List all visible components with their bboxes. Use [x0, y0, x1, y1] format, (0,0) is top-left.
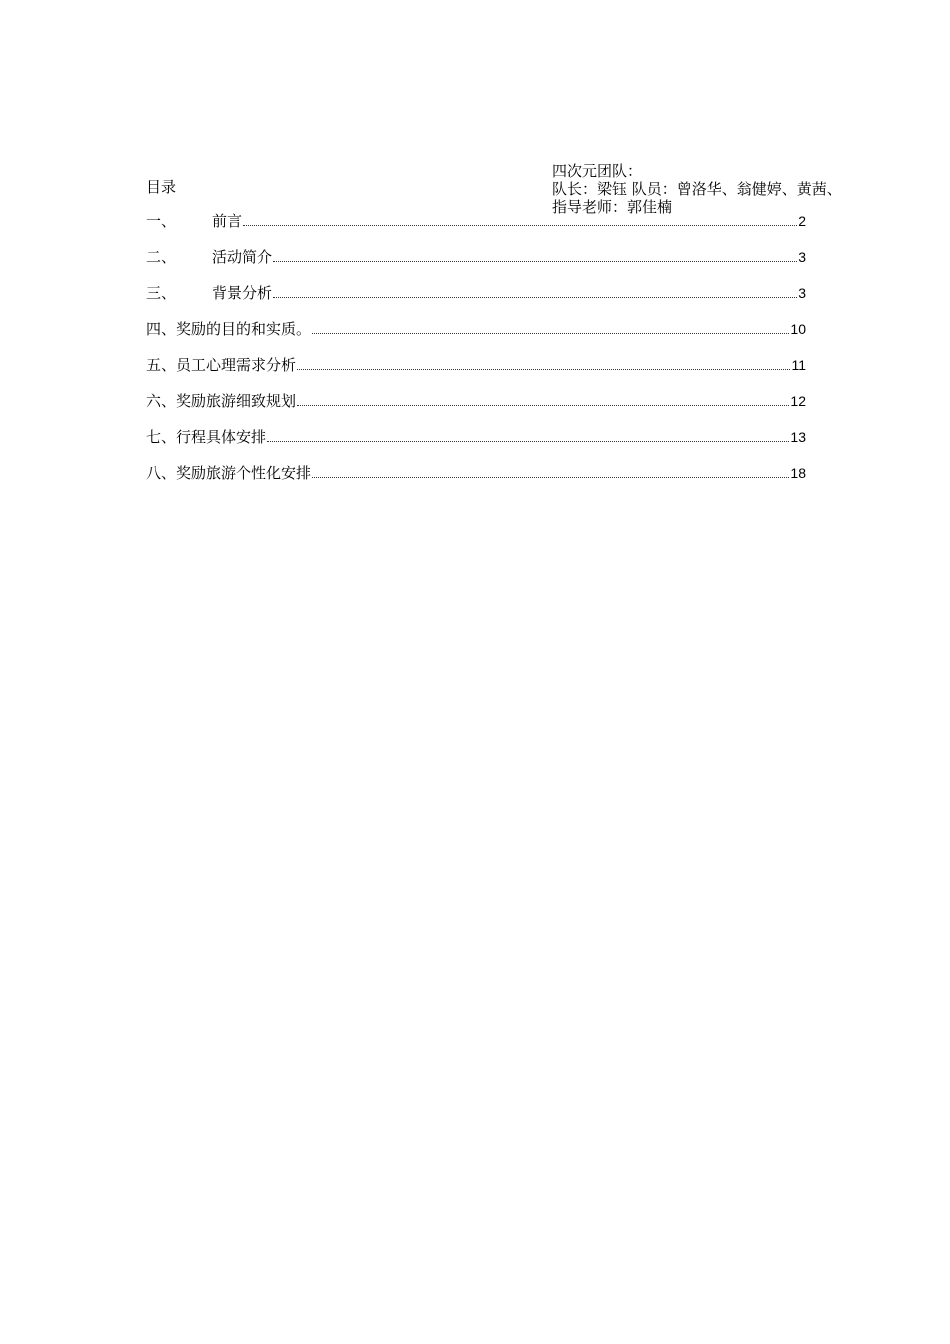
toc-entry-number: 二、	[146, 248, 177, 266]
toc-entry-text: 背景分析	[212, 284, 273, 302]
toc-entry-page: 3	[798, 285, 806, 301]
toc-leader-dots	[243, 225, 797, 226]
toc-entry-page: 13	[790, 429, 806, 445]
toc-leader-dots	[312, 333, 789, 334]
team-name: 四次元团队：	[552, 162, 643, 180]
toc-leader-dots	[267, 441, 789, 442]
toc-entry-number: 六、	[146, 392, 177, 410]
toc-entry[interactable]	[146, 210, 806, 232]
toc-entry-page: 10	[790, 321, 806, 337]
toc-entry-text: 员工心理需求分析	[176, 356, 297, 374]
toc-entry-page: 2	[798, 213, 806, 229]
toc-leader-dots	[297, 369, 790, 370]
toc-entry-number: 三、	[146, 284, 177, 302]
toc-entry[interactable]	[146, 354, 806, 376]
team-info	[552, 162, 942, 216]
toc-entry[interactable]	[146, 282, 806, 304]
toc-leader-dots	[312, 477, 789, 478]
team-advisor: 指导老师：郭佳楠	[552, 198, 673, 216]
toc-entry-number: 五、	[146, 356, 177, 374]
toc-entry-text: 奖励旅游细致规划	[176, 392, 297, 410]
toc-entry-number: 一、	[146, 212, 177, 230]
toc-entry-number: 四、	[146, 320, 177, 338]
toc-title: 目录	[146, 178, 177, 196]
toc-entry[interactable]	[146, 246, 806, 268]
toc-leader-dots	[273, 261, 797, 262]
toc-entry[interactable]	[146, 426, 806, 448]
toc-entry[interactable]	[146, 390, 806, 412]
toc-entry-number: 七、	[146, 428, 177, 446]
toc-entry[interactable]	[146, 318, 806, 340]
toc-leader-dots	[297, 405, 789, 406]
toc-entry-page: 3	[798, 249, 806, 265]
toc-entry[interactable]	[146, 462, 806, 484]
toc-entry-page: 11	[791, 357, 806, 373]
team-members: 队长：梁钰 队员：曾洛华、翁健婷、黄茜、	[552, 180, 842, 198]
toc-entry-page: 12	[790, 393, 806, 409]
toc-leader-dots	[273, 297, 797, 298]
toc-entry-text: 行程具体安排	[176, 428, 267, 446]
toc-entry-page: 18	[790, 465, 806, 481]
toc-entry-text: 奖励旅游个性化安排	[176, 464, 312, 482]
toc-entry-text: 奖励的目的和实质。	[176, 320, 312, 338]
toc-entry-number: 八、	[146, 464, 177, 482]
toc-entry-text: 前言	[212, 212, 243, 230]
toc-entry-text: 活动简介	[212, 248, 273, 266]
